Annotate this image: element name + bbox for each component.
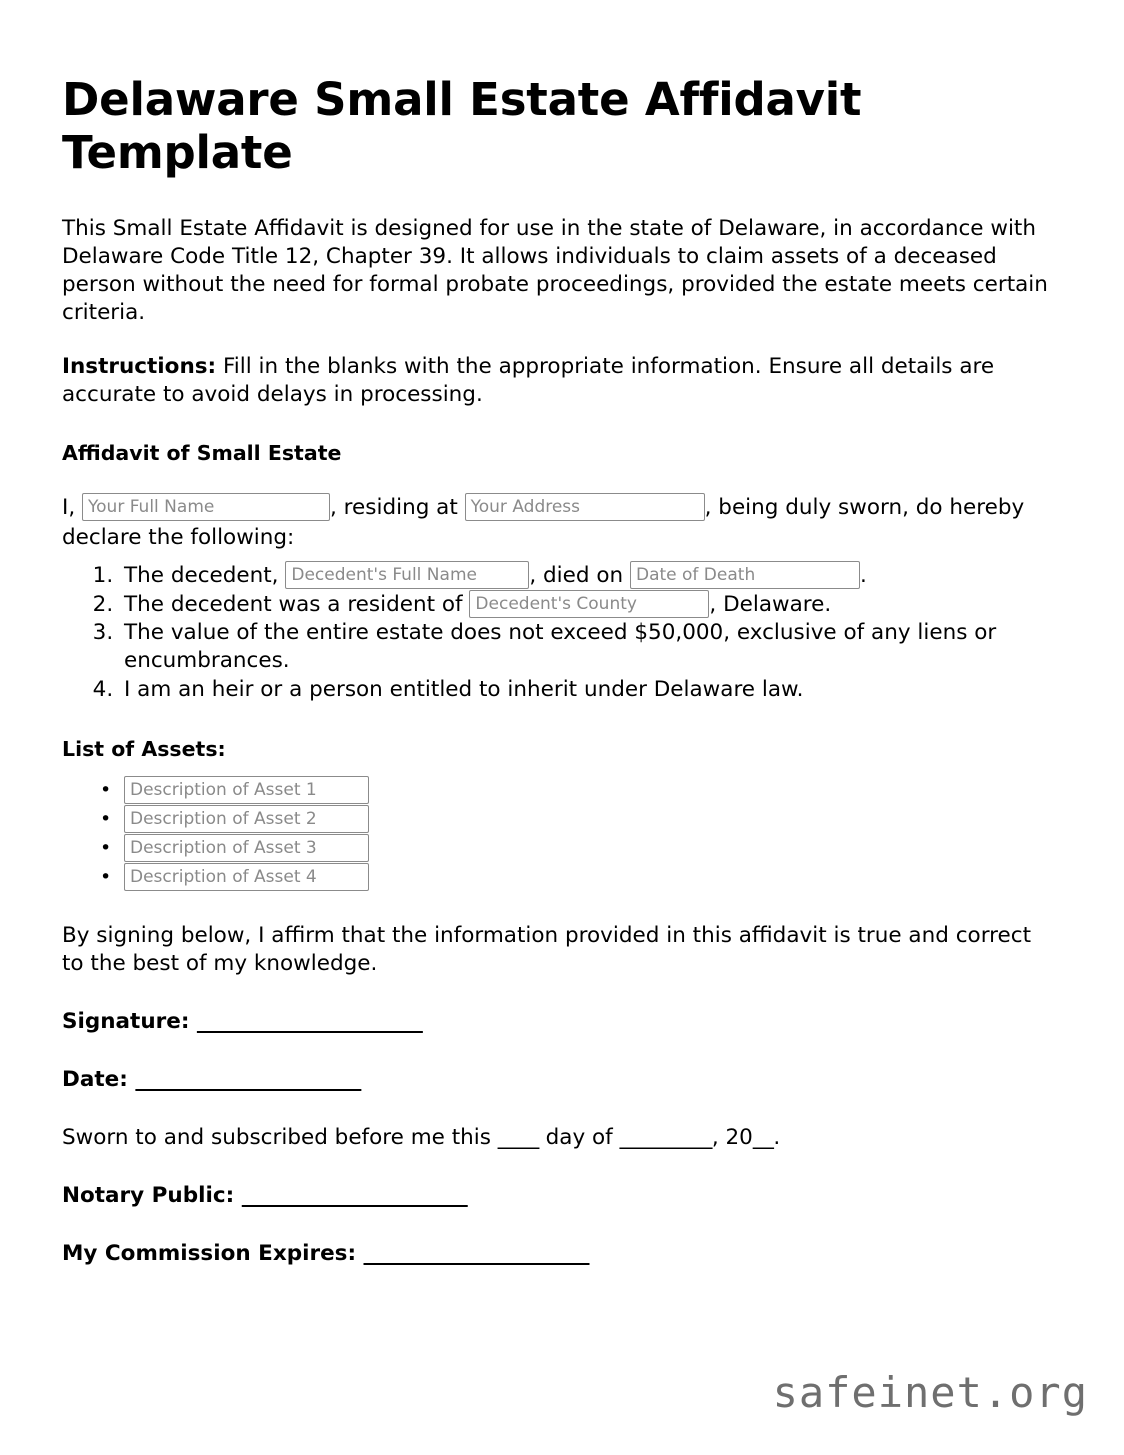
sworn-year-blank[interactable]: __: [752, 1125, 774, 1151]
declaration-prefix: I,: [62, 494, 83, 520]
instructions-text: Fill in the blanks with the appropriate information. Ensure all details are accurate to avoid delays in processing.: [62, 354, 995, 407]
asset-input-1[interactable]: Description of Asset 1: [124, 776, 369, 804]
asset-input-3[interactable]: Description of Asset 3: [124, 834, 369, 862]
page-title: Delaware Small Estate Affidavit Template: [62, 73, 862, 179]
signature-label: Signature:: [62, 1009, 197, 1035]
declaration-middle: , residing at: [330, 494, 465, 520]
date-line: [62, 1066, 1062, 1094]
county-input[interactable]: Decedent's County: [469, 590, 709, 618]
commission-label: My Commission Expires:: [62, 1240, 364, 1266]
site-watermark: safeinet.org: [772, 1368, 1088, 1417]
asset-input-2[interactable]: Description of Asset 2: [124, 805, 369, 833]
date-label: Date:: [62, 1067, 136, 1093]
notary-line: [62, 1182, 1062, 1210]
notary-label: Notary Public:: [62, 1182, 242, 1208]
claim2-suffix: , Delaware.: [709, 591, 832, 617]
instructions-paragraph: [62, 353, 1057, 409]
sworn-day-blank[interactable]: ____: [497, 1125, 539, 1151]
list-item: [124, 805, 1062, 834]
declaration-suffix: , being duly sworn, do hereby declare the following:: [62, 494, 1025, 550]
claim1-prefix: The decedent,: [124, 562, 286, 588]
claim-item-4: 4. I am an heir or a person entitled to inherit under Delaware law.: [120, 676, 1062, 704]
claim-item-3: 3. The value of the entire estate does not exceed $50,000, exclusive of any liens or encumbrances.: [120, 619, 1062, 675]
declaration-line: [62, 493, 1062, 553]
affidavit-heading: Affidavit of Small Estate: [62, 440, 342, 465]
claims-list: [62, 561, 1062, 704]
sworn-suffix: .: [773, 1125, 781, 1151]
signature-line: [62, 1008, 1062, 1036]
claim-item-2: [120, 590, 1062, 619]
commission-blank[interactable]: ______________________: [363, 1240, 590, 1266]
claim1-middle: , died on: [529, 562, 630, 588]
notary-blank[interactable]: ______________________: [241, 1182, 468, 1208]
commission-line: [62, 1240, 1062, 1268]
date-of-death-input[interactable]: Date of Death: [630, 561, 860, 589]
sworn-statement: [62, 1124, 1057, 1152]
intro-paragraph: This Small Estate Affidavit is designed for use in the state of Delaware, in accordance with Delaware Code Title 12, Chapter 39. It allows individuals to claim assets of a deceased person without the need for formal probate proceedings, provided the estate meets certain criteria.: [62, 216, 1048, 326]
claim-item-1: [120, 561, 1062, 590]
decedent-name-input[interactable]: Decedent's Full Name: [285, 561, 529, 589]
list-item: [124, 863, 1062, 892]
assets-list: [62, 776, 1062, 892]
claim1-suffix: .: [859, 562, 867, 588]
sworn-middle: day of: [538, 1125, 620, 1151]
sworn-year-prefix: , 20: [711, 1125, 753, 1151]
date-blank[interactable]: ______________________: [135, 1067, 361, 1093]
instructions-label: Instructions:: [62, 354, 217, 380]
list-item: [124, 834, 1062, 863]
full-name-input[interactable]: Your Full Name: [82, 493, 330, 521]
sworn-month-blank[interactable]: _________: [619, 1125, 712, 1151]
claim2-prefix: The decedent was a resident of: [124, 591, 470, 617]
signature-blank[interactable]: ______________________: [196, 1009, 423, 1035]
asset-input-4[interactable]: Description of Asset 4: [124, 863, 369, 891]
list-item: [124, 776, 1062, 805]
affirmation-paragraph: By signing below, I affirm that the information provided in this affidavit is true and correct to the best of my knowledge.: [62, 923, 1032, 977]
address-input[interactable]: Your Address: [465, 493, 705, 521]
assets-heading: List of Assets:: [62, 736, 226, 761]
sworn-prefix: Sworn to and subscribed before me this: [62, 1125, 498, 1151]
